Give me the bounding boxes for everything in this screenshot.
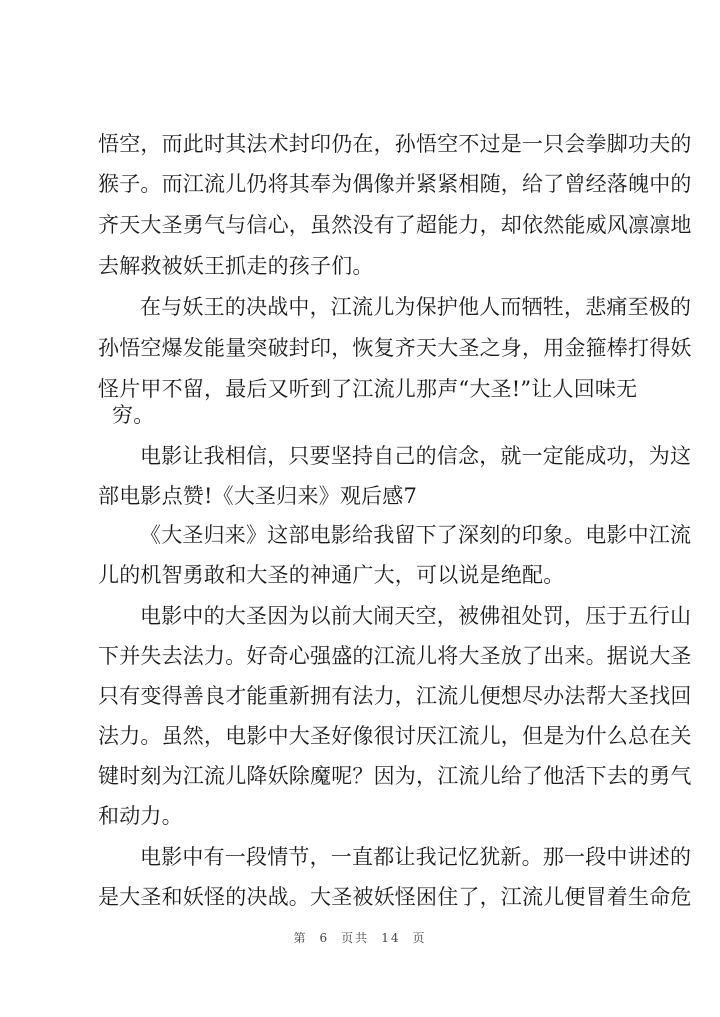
paragraph-line: 是大圣和妖怪的决战。大圣被妖怪困住了，江流儿便冒着生命危 bbox=[98, 885, 692, 909]
paragraph-line: 和动力。 bbox=[98, 804, 183, 828]
page-label-prefix: 第 bbox=[293, 931, 308, 945]
paragraph-line: 怪片甲不留，最后又听到了江流儿那声“大圣!”让人回味无 bbox=[98, 377, 638, 401]
page-label-suffix: 页 bbox=[412, 931, 427, 945]
paragraph-line: 齐天大圣勇气与信心，虽然没有了超能力，却依然能威风凛凛地 bbox=[98, 213, 692, 237]
paragraph-line: 电影中有一段情节，一直都让我记忆犹新。那一段中讲述的 bbox=[140, 845, 692, 869]
paragraph-line: 法力。虽然，电影中大圣好像很讨厌江流儿，但是为什么总在关 bbox=[98, 724, 692, 748]
page-label-mid: 页共 bbox=[341, 931, 370, 945]
paragraph-line: 孙悟空爆发能量突破封印，恢复齐天大圣之身，用金箍棒打得妖 bbox=[98, 336, 692, 360]
page-footer bbox=[0, 929, 720, 946]
paragraph-line: 电影中的大圣因为以前大闹天空，被佛祖处罚，压于五行山 bbox=[140, 604, 692, 628]
total-pages: 14 bbox=[381, 931, 401, 945]
paragraph-line: 电影让我相信，只要坚持自己的信念，就一定能成功，为这 bbox=[140, 444, 692, 468]
paragraph-line: 下并失去法力。好奇心强盛的江流儿将大圣放了出来。据说大圣 bbox=[98, 644, 692, 668]
paragraph-line: 只有变得善良才能重新拥有法力，江流儿便想尽办法帮大圣找回 bbox=[98, 684, 692, 708]
paragraph-line: 《大圣归来》这部电影给我留下了深刻的印象。电影中江流 bbox=[140, 523, 692, 547]
paragraph-line: 在与妖王的决战中，江流儿为保护他人而牺牲，悲痛至极的 bbox=[140, 295, 692, 319]
page-number: 6 bbox=[319, 931, 330, 945]
paragraph-line: 去解救被妖王抓走的孩子们。 bbox=[98, 254, 374, 278]
paragraph-line: 穷。 bbox=[112, 403, 155, 427]
paragraph-line: 部电影点赞!《大圣归来》观后感7 bbox=[98, 484, 417, 508]
paragraph-line: 悟空，而此时其法术封印仍在，孙悟空不过是一只会拳脚功夫的 bbox=[98, 132, 692, 156]
paragraph-line: 猴子。而江流儿仍将其奉为偶像并紧紧相随，给了曾经落魄中的 bbox=[98, 172, 692, 196]
paragraph-line: 键时刻为江流儿降妖除魔呢？因为，江流儿给了他活下去的勇气 bbox=[98, 764, 692, 788]
paragraph-line: 儿的机智勇敢和大圣的神通广大，可以说是绝配。 bbox=[98, 563, 565, 587]
